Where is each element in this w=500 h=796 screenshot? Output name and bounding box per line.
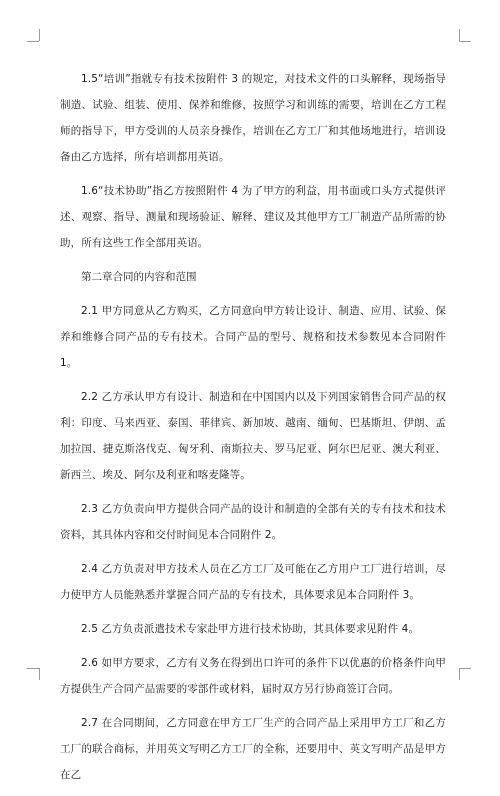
clause-2-1: 2.1 甲方同意从乙方购买，乙方同意向甲方转让设计、制造、应用、试验、保养和维修合同产品的专有技术。合同产品的型号、规格和技术参数见本合同附件 1。 xyxy=(60,305,446,369)
clause-2-5: 2.5 乙方负责派遣技术专家赴甲方进行技术协助，其具体要求见附件 4。 xyxy=(81,623,420,635)
clause-2-6: 2.6 如甲方要求，乙方有义务在得到出口许可的条件下以优惠的价格条件向甲方提供生产合同产品需要的零部件或材料，届时双方另行协商签订合同。 xyxy=(60,657,446,695)
clause-2-4: 2.4 乙方负责对甲方技术人员在乙方工厂及可能在乙方用户工厂进行培训，尽力使甲方人员能熟悉并掌握合同产品的专有技术，具体要求见本合同附件 3。 xyxy=(60,563,446,601)
chapter-heading: 第二章合同的内容和范围 xyxy=(81,271,197,283)
clause-2-2: 2.2 乙方承认甲方有设计、制造和在中国国内以及下列国家销售合同产品的权利：印度、马来西亚、泰国、菲律宾、新加坡、越南、缅甸、巴基斯坦、伊朗、孟加拉国、捷克斯洛伐克、匈牙利、南斯拉夫、罗马尼亚、阿尔巴尼亚、澳大利亚、新西兰、埃及、阿尔及利亚和喀麦隆等。 xyxy=(60,391,446,481)
clause-2-7: 2.7 在合同期间，乙方同意在甲方工厂生产的合同产品上采用甲方工厂和乙方工厂的联合商标，并用英文写明乙方工厂的全称，还要用中、英文写明产品是甲方在乙 xyxy=(60,717,446,781)
document-body xyxy=(60,66,446,796)
clause-2-3: 2.3 乙方负责向甲方提供合同产品的设计和制造的全部有关的专有技术和技术资料，其具体内容和交付时间见本合同附件 2。 xyxy=(60,503,446,541)
clause-1-6: 1.6“技术协助”指乙方按照附件 4 为了甲方的利益，用书面或口头方式提供评述、观察、指导、测量和现场验证、解释、建议及其他甲方工厂制造产品所需的协助，所有这些工作全部用英语。 xyxy=(60,185,446,249)
clause-1-5: 1.5“培训”指就专有技术按附件 3 的规定，对技术文件的口头解释，现场指导制造、试验、组装、使用、保养和维修，按照学习和训练的需要，培训在乙方工程师的指导下，甲方受训的人员亲身操作，培训在乙方工厂和其他场地进行，培训设备由乙方选择，所有培训都用英语。 xyxy=(60,73,446,163)
